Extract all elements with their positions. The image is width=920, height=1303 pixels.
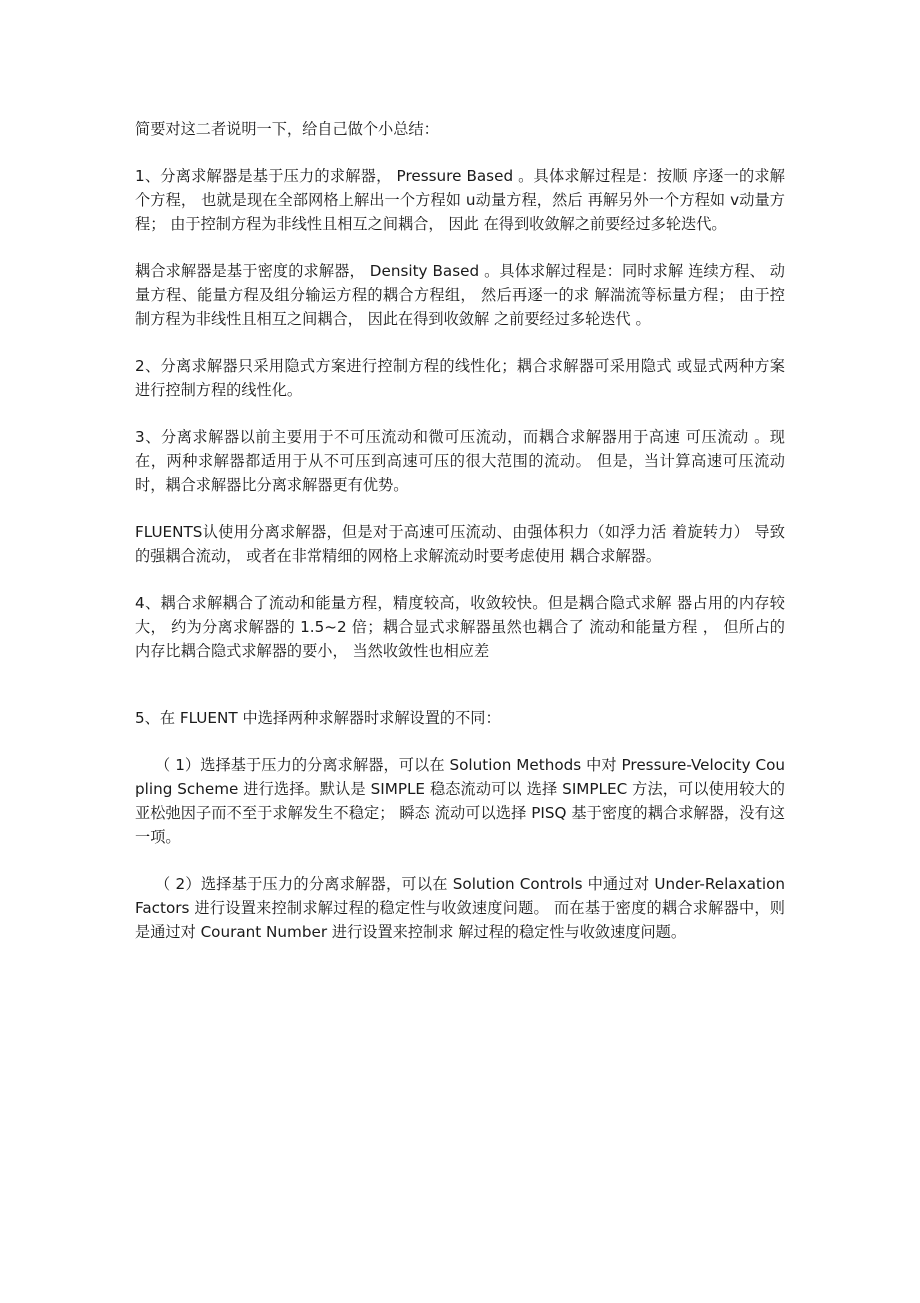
point-2-paragraph: 2、分离求解器只采用隐式方案进行控制方程的线性化；耦合求解器可采用隐式 或显式两种方案进行控制方程的线性化。: [135, 357, 785, 399]
intro-paragraph: 简要对这二者说明一下，给自己做个小总结：: [135, 120, 439, 138]
fluent-default-paragraph: FLUENTS认使用分离求解器，但是对于高速可压流动、由强体积力（如浮力活 着旋转力） 导致的强耦合流动， 或者在非常精细的网格上求解流动时要考虑使用 耦合求解器。: [135, 523, 785, 565]
document-body: [135, 117, 785, 967]
point-4-paragraph: 4、耦合求解耦合了流动和能量方程，精度较高，收敛较快。但是耦合隐式求解 器占用的内存较大， 约为分离求解器的 1.5~2 倍；耦合显式求解器虽然也耦合了 流动和能量方程 ， 但所占的内存比耦合隐式求解器的要小， 当然收敛性也相应差: [135, 594, 785, 660]
point-1b-paragraph: 耦合求解器是基于密度的求解器， Density Based 。具体求解过程是：同时求解 连续方程、 动量方程、能量方程及组分输运方程的耦合方程组， 然后再逐一的求 解湍流等标量方程； 由于控制方程为非线性且相互之间耦合， 因此在得到收敛解 之前要经过多轮迭代 。: [135, 262, 785, 328]
point-1-paragraph: 1、分离求解器是基于压力的求解器， Pressure Based 。具体求解过程是：按顺 序逐一的求解个方程， 也就是现在全部网格上解出一个方程如 u动量方程，然后 再解另外一个方程如 v动量方程； 由于控制方程为非线性且相互之间耦合， 因此 在得到收敛解之前要经过多轮迭代。: [135, 167, 785, 233]
point-5-2-paragraph: （ 2）选择基于压力的分离求解器，可以在 Solution Controls 中通过对 Under-Relaxation Factors 进行设置来控制求解过程的稳定性与收敛速度问题。 而在基于密度的耦合求解器中，则是通过对 Courant Number 进行设置来控制求 解过程的稳定性与收敛速度问题。: [135, 875, 785, 941]
point-5-1-paragraph: （ 1）选择基于压力的分离求解器，可以在 Solution Methods 中对 Pressure-Velocity Coupling Scheme 进行选择。默认是 SIMPLE 稳态流动可以 选择 SIMPLEC 方法，可以使用较大的亚松弛因子而不至于求解发生不稳定； 瞬态 流动可以选择 PISQ 基于密度的耦合求解器，没有这一项。: [135, 756, 785, 846]
point-5-heading: 5、在 FLUENT 中选择两种求解器时求解设置的不同：: [135, 709, 501, 727]
point-3-paragraph: 3、分离求解器以前主要用于不可压流动和微可压流动，而耦合求解器用于高速 可压流动 。现在，两种求解器都适用于从不可压到高速可压的很大范围的流动。 但是，当计算高速可压流动时，耦合求解器比分离求解器更有优势。: [135, 428, 785, 494]
